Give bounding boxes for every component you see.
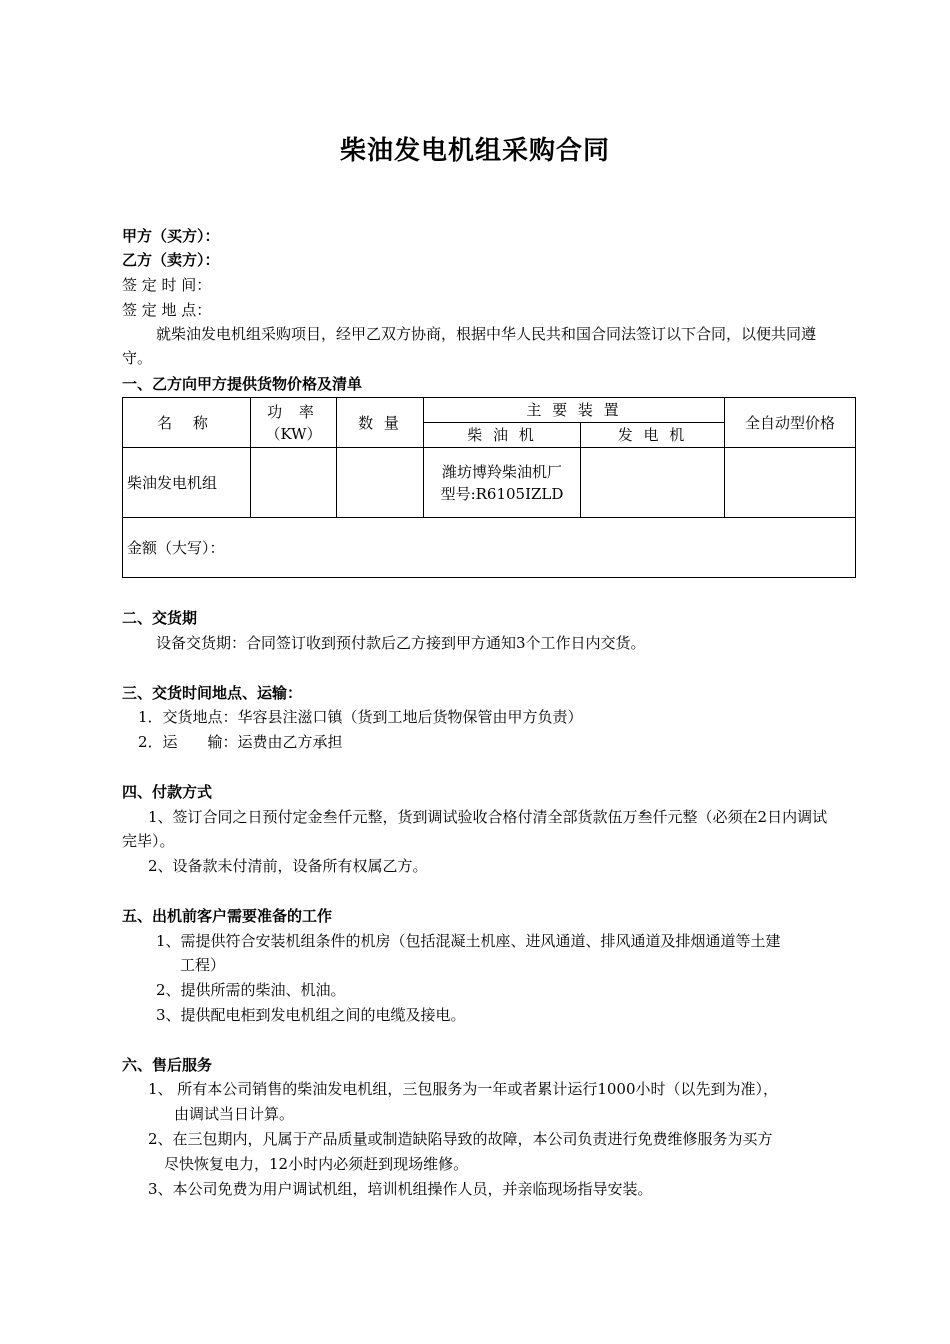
- section5-item2: 2、提供所需的柴油、机油。: [156, 981, 346, 999]
- header-price: 全自动型价格: [725, 398, 856, 448]
- section6-item2-line1: 2、在三包期内，凡属于产品质量或制造缺陷导致的故障，本公司负责进行免费维修服务为买方: [148, 1130, 773, 1148]
- section6-item2-line2: 尽快恢复电力，12小时内必须赶到现场维修。: [164, 1155, 469, 1173]
- row-quantity: [337, 448, 424, 518]
- row-price: [725, 448, 856, 518]
- page-title: 柴油发电机组采购合同: [339, 136, 610, 166]
- amount-in-words: 金额（大写）：: [123, 518, 856, 578]
- section4-item1: 1、签订合同之日预付定金叁仟元整，货到调试验收合格付清全部货款伍万叁仟元整（必须在2日内调试完毕）。: [122, 808, 828, 850]
- header-name: 名 称: [123, 398, 251, 448]
- row-name: 柴油发电机组: [123, 448, 251, 518]
- header-main-equipment: 主 要 装 置: [424, 398, 725, 423]
- header-quantity: 数 量: [337, 398, 424, 448]
- goods-table: [122, 397, 856, 578]
- section5-item1-line1: 1、需提供符合安装机组条件的机房（包括混凝土机座、进风通道、排风通道及排烟通道等土建: [156, 932, 781, 950]
- section2-heading: 二、交货期: [122, 609, 198, 627]
- section6-heading: 六、售后服务: [122, 1056, 213, 1074]
- section2-text: 设备交货期：合同签订收到预付款后乙方接到甲方通知3个工作日内交货。: [156, 634, 646, 652]
- section1-heading: 一、乙方向甲方提供货物价格及清单: [122, 375, 363, 393]
- section6-item3: 3、本公司免费为用户调试机组，培训机组操作人员，并亲临现场指导安装。: [148, 1180, 653, 1198]
- intro-paragraph: 就柴油发电机组采购项目，经甲乙双方协商，根据中华人民共和国合同法签订以下合同，以便共同遵守。: [122, 325, 817, 367]
- section5-heading: 五、出机前客户需要准备的工作: [122, 907, 333, 925]
- section3-item2: 2．运 输：运费由乙方承担: [138, 733, 343, 751]
- row-engine: 潍坊博羚柴油机厂 型号:R6105IZLD: [424, 448, 581, 518]
- header-power: 功 率 （KW）: [251, 398, 337, 448]
- sign-time-label: 签 定 时 间：: [122, 276, 212, 294]
- section4-item2: 2、设备款未付清前，设备所有权属乙方。: [148, 857, 428, 875]
- party-a-label: 甲方（买方）：: [122, 227, 220, 245]
- section6-item1-line1: 1、 所有本公司销售的柴油发电机组，三包服务为一年或者累计运行1000小时（以先到为准），: [148, 1080, 778, 1098]
- section6-item1-line2: 由调试当日计算。: [174, 1105, 295, 1123]
- sign-place-label: 签 定 地 点：: [122, 301, 212, 319]
- header-generator: 发 电 机: [581, 423, 725, 448]
- section5-item1-line2: 工程）: [180, 956, 226, 974]
- section3-heading: 三、交货时间地点、运输：: [122, 684, 303, 702]
- party-b-label: 乙方（卖方）：: [122, 251, 220, 269]
- section3-item1: 1．交货地点：华容县注滋口镇（货到工地后货物保管由甲方负责）: [138, 708, 583, 726]
- section5-item3: 3、提供配电柜到发电机组之间的电缆及接电。: [156, 1006, 466, 1024]
- row-generator: [581, 448, 725, 518]
- row-power: [251, 448, 337, 518]
- section4-heading: 四、付款方式: [122, 783, 213, 801]
- header-diesel-engine: 柴 油 机: [424, 423, 581, 448]
